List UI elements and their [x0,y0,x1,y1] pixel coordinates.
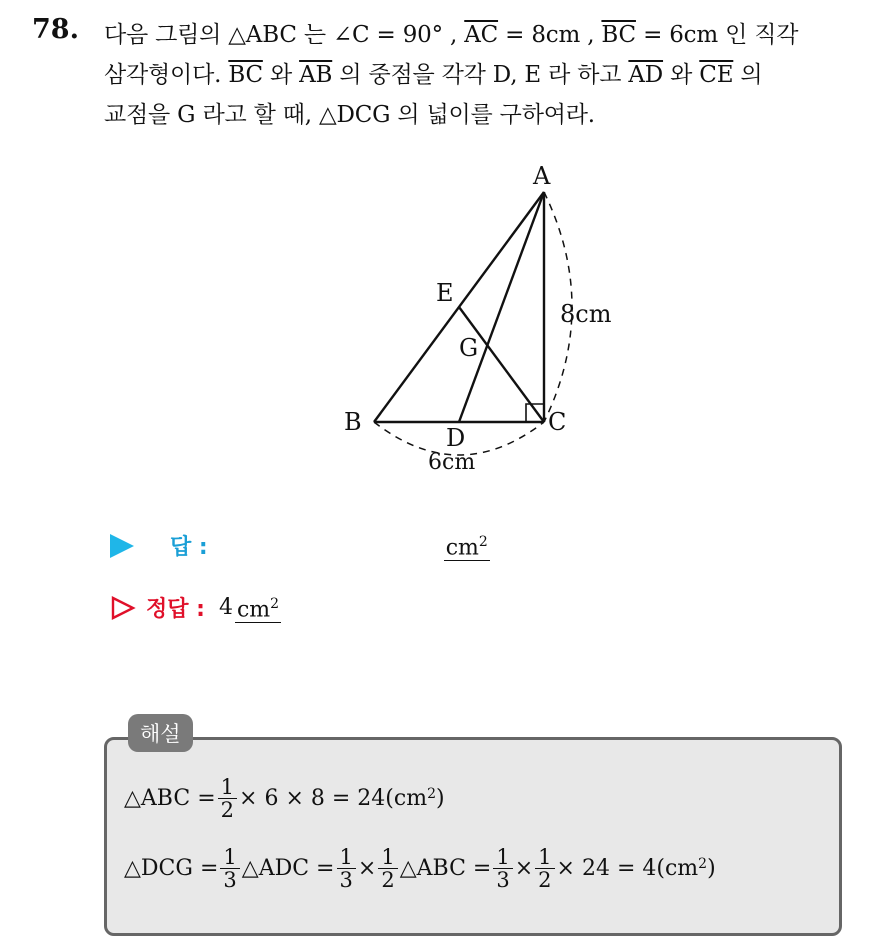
triangle-figure [330,158,630,478]
label-a: A [533,162,551,190]
numerator: 1 [220,846,239,869]
eq-text: ) [707,856,716,881]
unit-exp: 2 [270,596,280,612]
side-bc-label: 6cm [428,450,476,475]
q-text: 와 [262,62,300,88]
eq-text: △DCG = [124,856,219,881]
exponent: 2 [427,786,436,802]
q-text: = 6cm 인 직각 [635,22,799,48]
label-d: D [446,424,466,452]
eq-text: △ADC = [241,856,335,881]
question-line-2 [104,56,762,89]
denominator: 3 [339,868,353,892]
solution-box [104,737,842,936]
q-text: 의 [733,62,763,88]
segment-bc: $\overline{BC}$ [601,22,636,48]
correct-answer-label: 정답 : [146,597,205,623]
denominator: 3 [496,868,510,892]
label-e: E [436,279,454,307]
eq-text: △ABC = [399,856,492,881]
denominator: 3 [223,868,237,892]
solution-equation-2 [124,846,716,891]
unit-text: cm [445,535,479,561]
eq-text: △ABC = [124,786,216,811]
q-text: = 8cm , [498,22,602,48]
correct-answer-row [110,592,281,623]
eq-text: × [357,856,377,881]
solution-tag: 해설 [128,714,193,752]
correct-answer-unit [235,592,281,623]
fraction [218,776,237,821]
q-text: 다음 그림의 △ABC 는 ∠C = 90° , [104,22,465,48]
side-ac-label: 8cm [560,300,612,328]
question-line-3: 교점을 G 라고 할 때, △DCG 의 넓이를 구하여라. [104,102,595,128]
numerator: 1 [535,846,554,869]
segment-bc: $\overline{BC}$ [228,62,263,88]
denominator: 2 [538,868,552,892]
eq-text: × 24 = 4(cm [556,856,699,881]
fraction [535,846,554,891]
answer-blank-unit[interactable] [444,530,490,561]
fraction [337,846,356,891]
label-b: B [344,408,362,436]
segment-ab: $\overline{AB}$ [299,62,333,88]
fraction [220,846,239,891]
correct-answer-value: 4 [218,595,233,621]
denominator: 2 [381,868,395,892]
label-g: G [459,334,479,362]
unit-exp: 2 [478,534,488,550]
eq-text: × [514,856,534,881]
numerator: 1 [337,846,356,869]
median-ad [459,192,544,422]
q-text: 삼각형이다. [104,62,229,88]
solution-equation-1 [124,776,445,821]
denominator: 2 [220,798,235,822]
exponent: 2 [698,856,708,872]
answer-row [110,530,490,561]
q-text: 와 [663,62,700,88]
segment-ce: $\overline{CE}$ [699,62,734,88]
fraction [493,846,512,891]
unit-text: cm [236,597,271,623]
q-text: 의 중점을 각각 D, E 라 하고 [332,62,629,88]
label-c: C [548,408,567,436]
segment-ac: $\overline{AC}$ [464,22,499,48]
numerator: 1 [218,776,237,799]
eq-text: × 6 × 8 = 24(cm [239,786,428,811]
answer-label: 답 : [170,535,208,561]
problem-number: 78. [32,14,79,45]
eq-text: ) [435,786,445,811]
play-filled-icon [110,534,134,558]
play-outline-icon [110,595,136,621]
question-line-1 [104,16,798,49]
segment-ad: $\overline{AD}$ [628,62,664,88]
numerator: 1 [378,846,397,869]
numerator: 1 [493,846,512,869]
fraction [378,846,397,891]
